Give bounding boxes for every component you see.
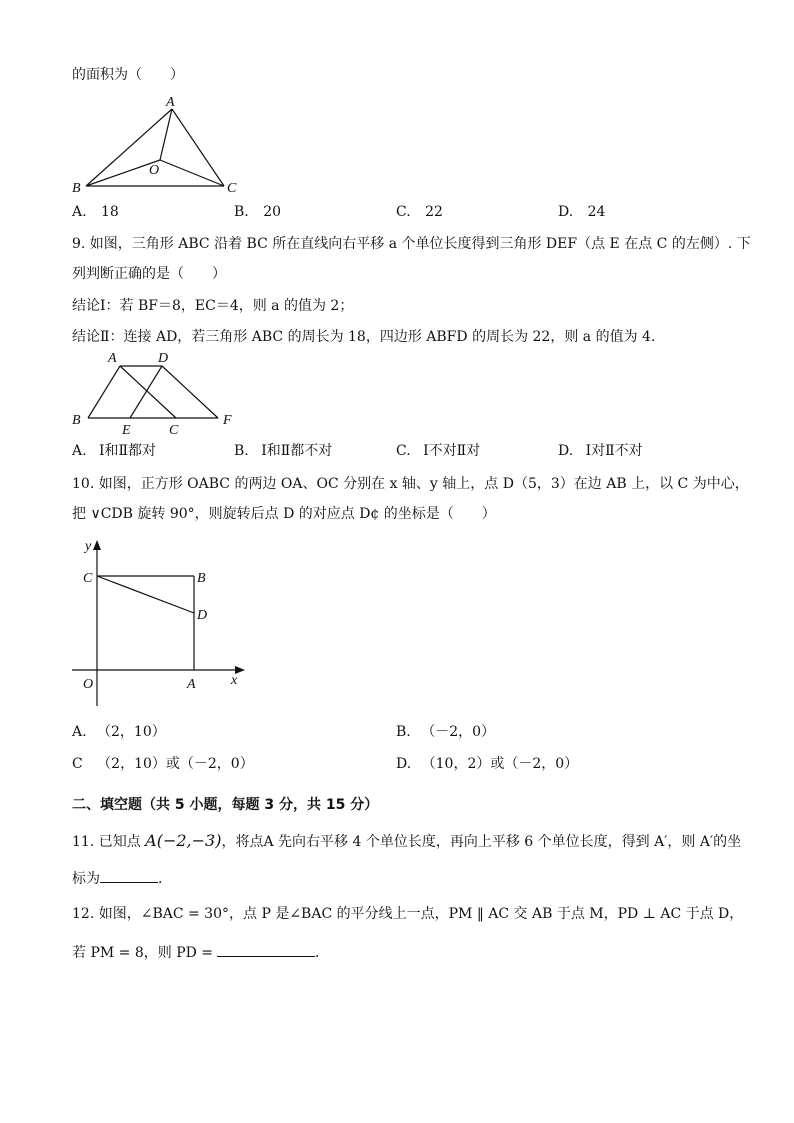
q8-label-b: B [72,181,81,196]
q10-stem-line1: 10. 如图，正方形 OABC 的两边 OA、OC 分别在 x 轴、y 轴上，点 D（5，3）在边 AB 上，以 C 为中心， [72,476,749,492]
q9-label-b: B [72,413,81,428]
option-text: Ⅰ和Ⅱ都不对 [261,443,333,459]
q11-answer-blank[interactable] [100,868,158,883]
q11-end: ． [158,871,172,887]
option-text: （2，10）或（－2，0） [97,756,254,772]
q10-edge-cd [97,576,194,613]
option-letter: B. [234,443,249,459]
option-letter: C. [396,443,411,459]
option-letter: A. [72,204,87,220]
option-letter: A. [72,443,87,459]
option-letter: B. [396,724,411,740]
q10-label-y: y [85,539,92,554]
q10-label-a: A [187,677,196,692]
option-text: （10，2）或（－2，0） [421,756,579,772]
option-text: 24 [587,204,606,220]
q10-option-d[interactable] [396,755,578,773]
q12-answer-blank[interactable] [217,942,315,957]
q8-label-a: A [166,95,175,110]
option-letter: B. [234,204,249,220]
q9-conclusion-1: 结论Ⅰ：若 BF＝8，EC＝4，则 a 的值为 2； [72,298,354,314]
option-text: 22 [425,204,443,220]
option-text: （－2，0） [421,724,496,740]
q12-answer-label: 若 PM = 8，则 PD = [72,945,214,961]
option-letter: C [72,756,83,772]
option-text: Ⅰ不对Ⅱ对 [423,443,481,459]
q10-y-arrow [93,540,101,550]
option-text: 20 [263,204,282,220]
q12-stem-line1: 12. 如图，∠BAC = 30°，点 P 是∠BAC 的平分线上一点，PM ‖ AC 交 AB 于点 M，PD ⊥ AC 于点 D， [72,906,744,922]
q10-option-c[interactable] [72,755,254,773]
q10-label-b: B [197,571,206,586]
q9-label-d: D [158,351,169,366]
option-letter: A. [72,724,87,740]
q12-end: ． [315,945,330,961]
q8-stem-tail: 的面积为（ ） [72,67,184,83]
q11-answer-label: 标为 [72,871,100,887]
q10-option-a[interactable] [72,723,166,741]
option-text: Ⅰ和Ⅱ都对 [99,443,157,459]
q10-label-d: D [197,608,208,623]
section-heading: 二、填空题（共 5 小题，每题 3 分，共 15 分） [72,797,379,813]
q10-option-b[interactable] [396,723,495,741]
q12-stem-line2 [72,942,329,962]
q11-point-a: A(−2,−3) [145,831,222,850]
q10-stem-line2: 把 ∨CDB 旋转 90°，则旋转后点 D 的对应点 D¢ 的坐标是（ ） [72,506,496,522]
q9-label-c: C [169,423,179,438]
q9-label-a: A [108,351,117,366]
q11-stem-line2 [72,868,172,888]
q8-label-o: O [149,163,160,178]
option-text: Ⅰ对Ⅱ不对 [585,443,643,459]
q10-label-x: x [231,673,238,688]
q11-prefix: 11. 已知点 [72,834,146,850]
option-letter: C. [396,204,411,220]
q10-label-c: C [83,571,93,586]
option-text: 18 [101,204,119,220]
q8-label-c: C [227,181,237,196]
option-letter: D. [558,443,574,459]
q10-label-o: O [83,677,94,692]
q9-conclusion-2: 结论Ⅱ：连接 AD，若三角形 ABC 的周长为 18，四边形 ABFD 的周长为 22，则 a 的值为 4． [72,329,665,345]
q9-label-e: E [122,423,131,438]
q11-stem-line1 [72,832,741,851]
option-letter: D. [558,204,574,220]
q9-stem-line2: 列判断正确的是（ ） [72,266,226,282]
q9-stem-line1: 9. 如图，三角形 ABC 沿着 BC 所在直线向右平移 a 个单位长度得到三角形 DEF（点 E 在点 C 的左侧）. 下 [72,236,751,252]
q9-label-f: F [223,413,232,428]
q11-rest: ，将点A 先向右平移 4 个单位长度，再向上平移 6 个单位长度，得到 A′，则 A′的坐 [221,834,742,850]
option-text: （2，10） [97,724,166,740]
option-letter: D. [396,756,412,772]
